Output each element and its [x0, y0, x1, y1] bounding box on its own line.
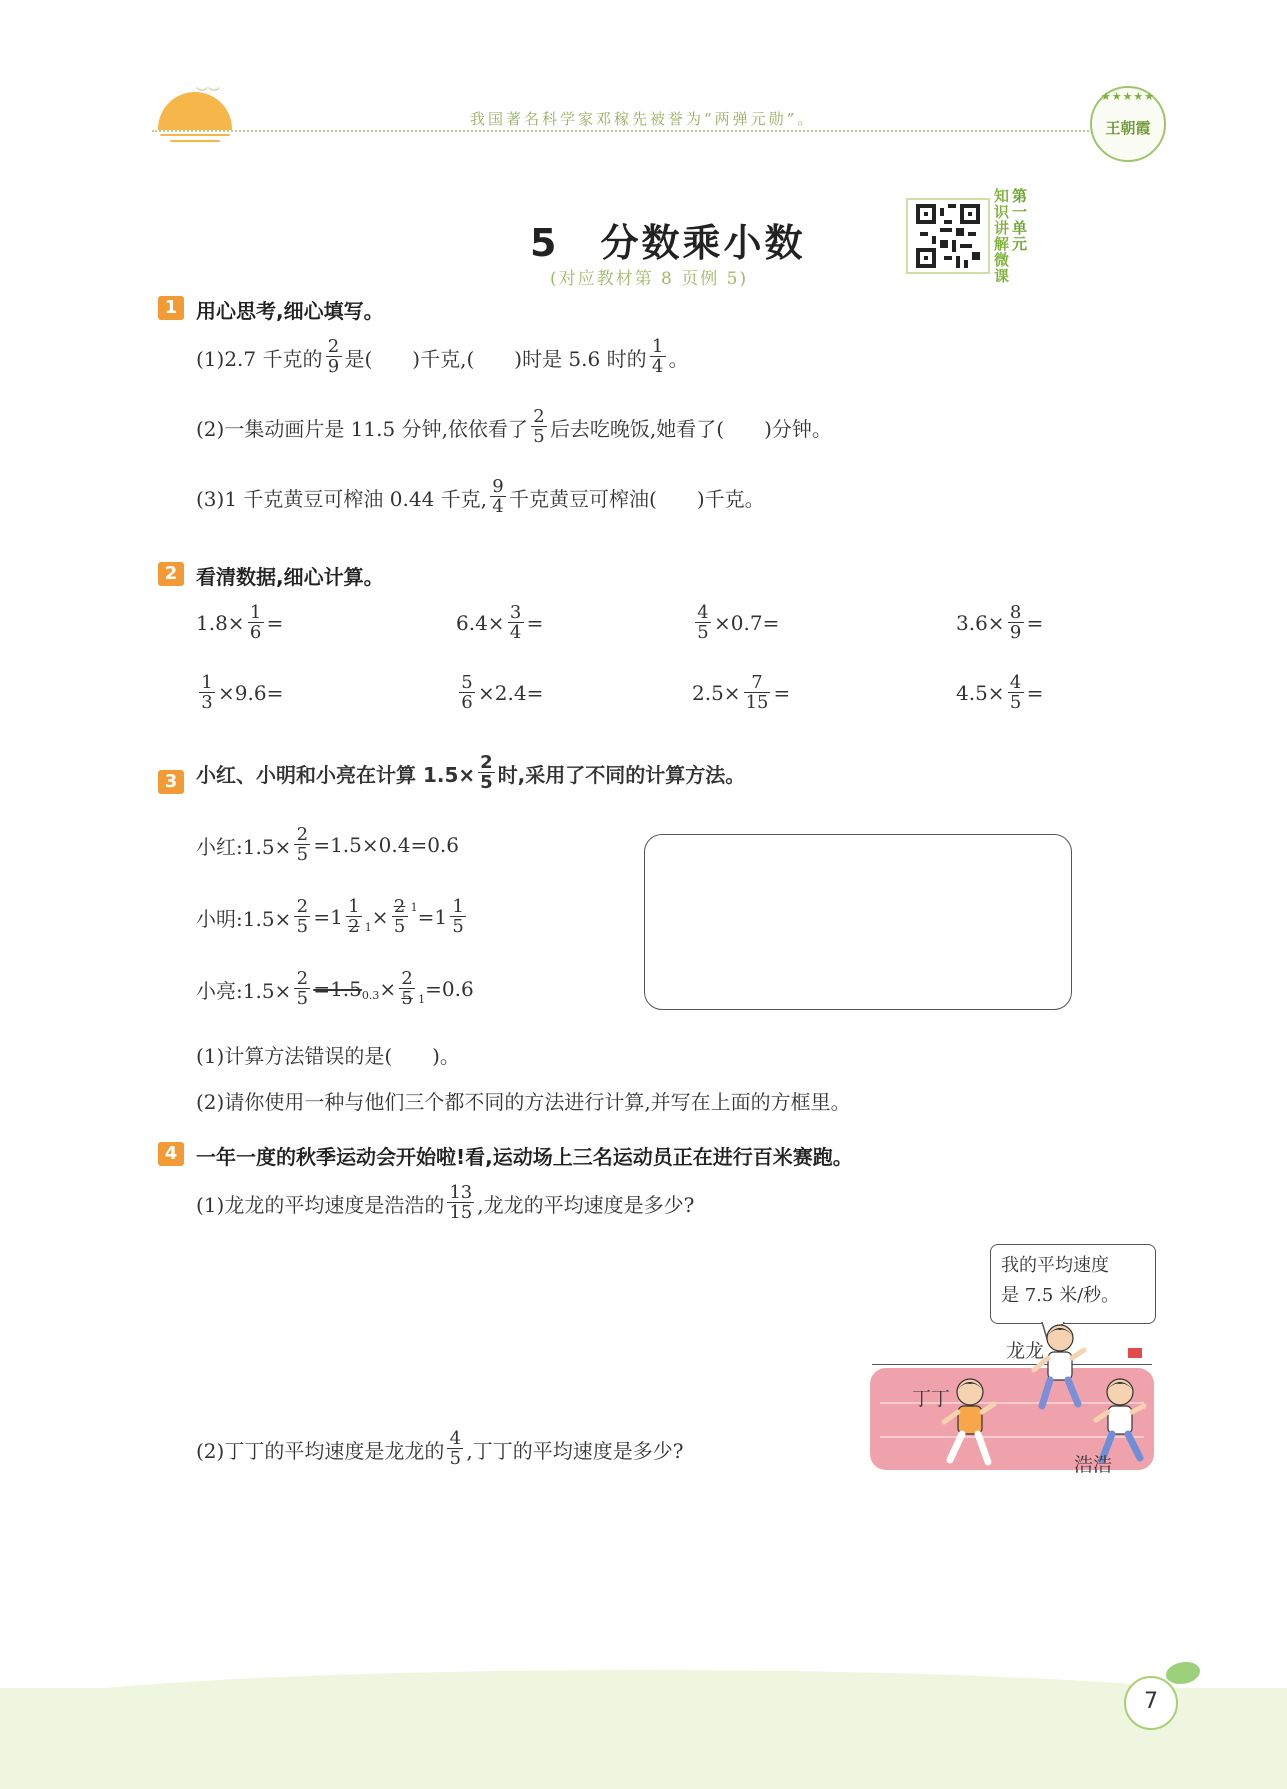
fraction — [478, 754, 495, 792]
denominator: 9 — [1008, 622, 1024, 642]
denominator: 5 — [480, 772, 493, 793]
expr-right: = — [266, 611, 284, 635]
expr-right: = — [526, 611, 544, 635]
unit-label-text: 第一单元 — [1012, 187, 1028, 253]
numerator: 1 — [201, 672, 213, 693]
expr-right: ×0.7= — [714, 611, 780, 635]
xm-reduction-mark: 1 — [410, 900, 418, 914]
runner-name-longlong: 龙龙 — [1006, 1340, 1045, 1362]
runner-longlong-icon — [1028, 1320, 1088, 1416]
fraction — [744, 674, 771, 712]
xl-a: 小亮:1.5× — [196, 978, 292, 1003]
q4-2-a: (2)丁丁的平均速度是龙龙的 — [196, 1438, 445, 1463]
expr-right: ×2.4= — [478, 681, 544, 705]
footer-band — [0, 1688, 1287, 1789]
numerator: 1 — [651, 336, 664, 357]
expr-right: ×9.6= — [218, 681, 284, 705]
numerator: 2 — [296, 968, 309, 989]
denominator: 3 — [199, 692, 215, 712]
numerator: 7 — [751, 672, 763, 693]
question-4-title: 一年一度的秋季运动会开始啦!看,运动场上三名运动员正在进行百米赛跑。 — [196, 1145, 853, 1169]
denominator: 6 — [459, 692, 475, 712]
fraction — [346, 898, 362, 936]
q3-title-a: 小红、小明和小亮在计算 1.5× — [196, 762, 476, 787]
denominator: 5 — [450, 916, 466, 936]
xm-reduction-mark: 1 — [364, 920, 372, 934]
q2-expr[interactable] — [196, 674, 283, 712]
q2-expr[interactable] — [956, 674, 1043, 712]
q1-3-prefix: (3)1 千克黄豆可榨油 0.44 千克, — [196, 486, 488, 511]
numerator: 2 — [327, 336, 340, 357]
numerator: 4 — [1009, 672, 1022, 693]
numerator: 1 — [249, 602, 262, 623]
denominator: 15 — [449, 1202, 473, 1223]
sun-reflection-line — [170, 140, 220, 142]
fraction — [447, 1184, 474, 1222]
xm-d: =1 — [417, 905, 448, 929]
q4-part-2 — [196, 1430, 683, 1468]
speech-bubble — [990, 1244, 1156, 1324]
numerator: 2 — [480, 752, 493, 773]
fraction — [450, 898, 466, 936]
q1-item-3 — [196, 478, 765, 516]
q1-1-prefix: (1)2.7 千克的 — [196, 346, 323, 371]
bubble-line-2: 是 7.5 米/秒。 — [1001, 1285, 1120, 1306]
expr-right: = — [1026, 681, 1044, 705]
numerator-crossed: 2 — [393, 896, 406, 917]
fraction — [695, 604, 711, 642]
numerator: 2 — [296, 824, 309, 845]
xl-d: =0.6 — [425, 977, 474, 1001]
q2-expr[interactable] — [196, 604, 283, 642]
q1-1-suffix: 。 — [668, 346, 689, 371]
fraction — [248, 604, 264, 642]
fraction — [199, 674, 215, 712]
xl-b: =1.5 — [313, 977, 362, 1001]
fraction — [531, 408, 547, 446]
xl-reduction-mark: 0.3 — [361, 988, 380, 1002]
denominator: 5 — [392, 916, 408, 936]
fraction — [392, 898, 408, 936]
xh-a: 小红:1.5× — [196, 834, 292, 859]
badge-stars-icon: ★★★★★ — [1100, 90, 1156, 103]
q4-1-b: ,龙龙的平均速度是多少? — [477, 1192, 695, 1217]
bubble-line-1: 我的平均速度 — [1001, 1255, 1109, 1276]
expr-right: = — [1026, 611, 1044, 635]
micro-lesson-text: 知识讲解微课 — [994, 187, 1010, 285]
denominator: 5 — [695, 622, 711, 642]
numerator: 1 — [452, 896, 464, 917]
q4-1-a: (1)龙龙的平均速度是浩浩的 — [196, 1192, 445, 1217]
brand-badge-logo — [1090, 86, 1166, 162]
q4-part-1 — [196, 1184, 694, 1222]
fraction — [294, 898, 310, 936]
denominator: 9 — [326, 356, 342, 376]
denominator: 4 — [490, 496, 506, 516]
denominator-crossed: 5 — [399, 988, 415, 1008]
fraction — [459, 674, 475, 712]
xm-c: × — [371, 905, 389, 929]
fraction — [447, 1430, 463, 1468]
q2-expr[interactable] — [692, 674, 790, 712]
numerator: 1 — [348, 896, 360, 917]
track-edge-line — [872, 1364, 1152, 1365]
question-number-4: 4 — [158, 1142, 184, 1166]
page-number: 7 — [1124, 1676, 1178, 1730]
numerator: 4 — [449, 1428, 462, 1449]
expr-left: 3.6× — [956, 611, 1005, 635]
sun-logo-icon — [158, 92, 232, 130]
bird-icon: ︶︶ — [196, 86, 221, 100]
xl-reduction-mark: 1 — [418, 992, 426, 1006]
denominator: 5 — [1008, 692, 1024, 712]
question-number-1: 1 — [158, 296, 184, 320]
q3-sub-1[interactable]: (1)计算方法错误的是( )。 — [196, 1044, 460, 1068]
q4-2-b: ,丁丁的平均速度是多少? — [466, 1438, 684, 1463]
q2-expr[interactable] — [456, 674, 543, 712]
numerator: 3 — [509, 602, 522, 623]
numerator: 2 — [401, 968, 413, 989]
xm-a: 小明:1.5× — [196, 906, 292, 931]
expr-left: 2.5× — [692, 681, 741, 705]
expr-left: 1.8× — [196, 611, 245, 635]
denominator: 5 — [531, 426, 547, 446]
denominator-crossed: 2 — [346, 916, 362, 936]
expr-left: 4.5× — [956, 681, 1005, 705]
question-number-2: 2 — [158, 562, 184, 586]
fraction — [294, 826, 310, 864]
fraction — [326, 338, 342, 376]
header-motto: 我国著名科学家邓稼先被誉为“两弹元勋”。 — [470, 110, 816, 128]
qr-pattern — [916, 204, 980, 268]
xh-b: =1.5×0.4=0.6 — [313, 833, 460, 857]
denominator: 5 — [294, 844, 310, 864]
runner-name-haohao: 浩浩 — [1074, 1454, 1113, 1476]
q1-2-blank-text[interactable]: 后去吃晚饭,她看了( )分钟。 — [549, 416, 832, 441]
runner-name-dingding: 丁丁 — [912, 1388, 951, 1410]
numerator: 2 — [296, 896, 309, 917]
finish-flag-icon — [1128, 1348, 1142, 1358]
denominator: 5 — [447, 1448, 463, 1468]
micro-lesson-label — [994, 188, 1038, 284]
sun-reflection-line — [160, 134, 230, 136]
page-title: 5 分数乘小数 — [530, 221, 806, 265]
denominator: 4 — [650, 356, 666, 376]
q2-expr[interactable] — [456, 604, 543, 642]
expr-left: 6.4× — [456, 611, 505, 635]
page-subtitle: (对应教材第 8 页例 5) — [550, 269, 749, 289]
fraction — [508, 604, 524, 642]
q2-expr[interactable] — [692, 604, 779, 642]
denominator: 5 — [294, 916, 310, 936]
q1-item-1 — [196, 338, 689, 376]
q1-2-prefix: (2)一集动画片是 11.5 分钟,依依看了 — [196, 416, 528, 441]
fraction — [294, 970, 310, 1008]
expr-right: = — [773, 681, 791, 705]
dolphin-icon — [1166, 1662, 1200, 1684]
fraction — [490, 478, 506, 516]
numerator: 5 — [461, 672, 473, 693]
q1-3-blank-text[interactable]: 千克黄豆可榨油( )千克。 — [509, 486, 765, 511]
fraction — [1008, 674, 1024, 712]
numerator: 2 — [533, 406, 545, 427]
denominator: 5 — [294, 988, 310, 1008]
q3-xiaoliang-method — [196, 970, 474, 1008]
xm-b: =1 — [313, 905, 343, 929]
question-2-title: 看清数据,细心计算。 — [196, 565, 384, 589]
denominator: 4 — [508, 622, 524, 642]
header-dotted-line — [152, 130, 1096, 132]
denominator: 15 — [745, 692, 769, 713]
numerator: 13 — [449, 1182, 473, 1203]
xl-c: × — [379, 977, 397, 1001]
badge-text: 王朝霞 — [1105, 119, 1151, 137]
numerator: 4 — [697, 602, 709, 623]
denominator: 6 — [248, 622, 264, 642]
q1-1-blank-text[interactable]: 是( )千克,( )时是 5.6 时的 — [344, 346, 647, 371]
fraction — [399, 970, 415, 1008]
fraction — [650, 338, 666, 376]
q1-item-2 — [196, 408, 832, 446]
qr-code-icon[interactable] — [906, 198, 990, 274]
question-number-3: 3 — [158, 770, 184, 794]
fraction — [1008, 604, 1024, 642]
question-1-title: 用心思考,细心填写。 — [196, 299, 384, 323]
q3-title-b: 时,采用了不同的计算方法。 — [497, 762, 746, 787]
q2-expr[interactable] — [956, 604, 1043, 642]
numerator: 8 — [1009, 602, 1022, 623]
numerator: 9 — [492, 476, 504, 497]
answer-box[interactable] — [644, 834, 1072, 1010]
q3-sub-2: (2)请你使用一种与他们三个都不同的方法进行计算,并写在上面的方框里。 — [196, 1090, 851, 1114]
q3-xiaoming-method — [196, 898, 469, 936]
question-3-title — [196, 754, 745, 792]
q3-xiaohong-method — [196, 826, 459, 864]
